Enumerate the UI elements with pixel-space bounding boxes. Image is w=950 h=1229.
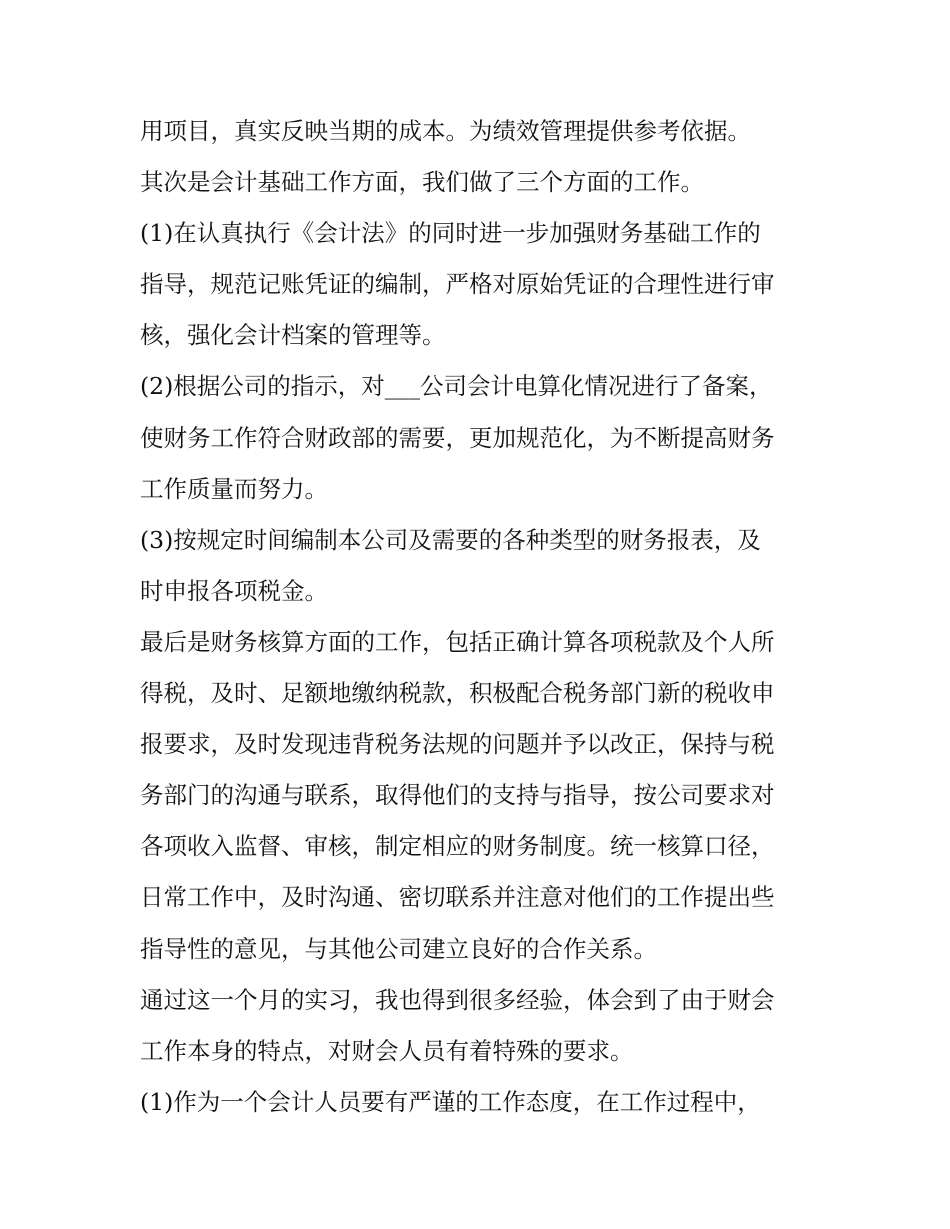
text-line: 使财务工作符合财政部的需要，更加规范化，为不断提高财务	[140, 423, 775, 452]
text-line: 日常工作中，及时沟通、密切联系并注意对他们的工作提出些	[140, 883, 775, 912]
text-line: (2)根据公司的指示，对___公司会计电算化情况进行了备案，	[140, 372, 773, 401]
text-line: 务部门的沟通与联系，取得他们的支持与指导，按公司要求对	[140, 781, 775, 810]
text-line: 指导性的意见，与其他公司建立良好的合作关系。	[140, 934, 657, 963]
text-line: 工作本身的特点，对财会人员有着特殊的要求。	[140, 1036, 634, 1065]
text-line: 报要求，及时发现违背税务法规的问题并予以改正，保持与税	[140, 730, 775, 759]
text-line: (1)在认真执行《会计法》的同时进一步加强财务基础工作的	[140, 219, 761, 248]
text-line: 最后是财务核算方面的工作，包括正确计算各项税款及个人所	[140, 627, 775, 656]
text-line: 工作质量而努力。	[140, 474, 328, 503]
text-line: 用项目，真实反映当期的成本。为绩效管理提供参考依据。	[140, 117, 751, 145]
text-line: 指导，规范记账凭证的编制，严格对原始凭证的合理性进行审	[140, 270, 775, 299]
document-body	[140, 106, 820, 1128]
text-line: 得税，及时、足额地缴纳税款，积极配合税务部门新的税收申	[140, 679, 775, 708]
text-line: 通过这一个月的实习，我也得到很多经验，体会到了由于财会	[140, 985, 775, 1014]
text-line: 各项收入监督、审核，制定相应的财务制度。统一核算口径，	[140, 832, 775, 861]
text-line: (3)按规定时间编制本公司及需要的各种类型的财务报表，及	[140, 525, 761, 554]
text-line: 其次是会计基础工作方面，我们做了三个方面的工作。	[140, 168, 704, 197]
text-line: 核，强化会计档案的管理等。	[140, 321, 446, 350]
text-line: (1)作为一个会计人员要有严谨的工作态度，在工作过程中，	[140, 1087, 761, 1116]
text-line: 时申报各项税金。	[140, 576, 328, 605]
